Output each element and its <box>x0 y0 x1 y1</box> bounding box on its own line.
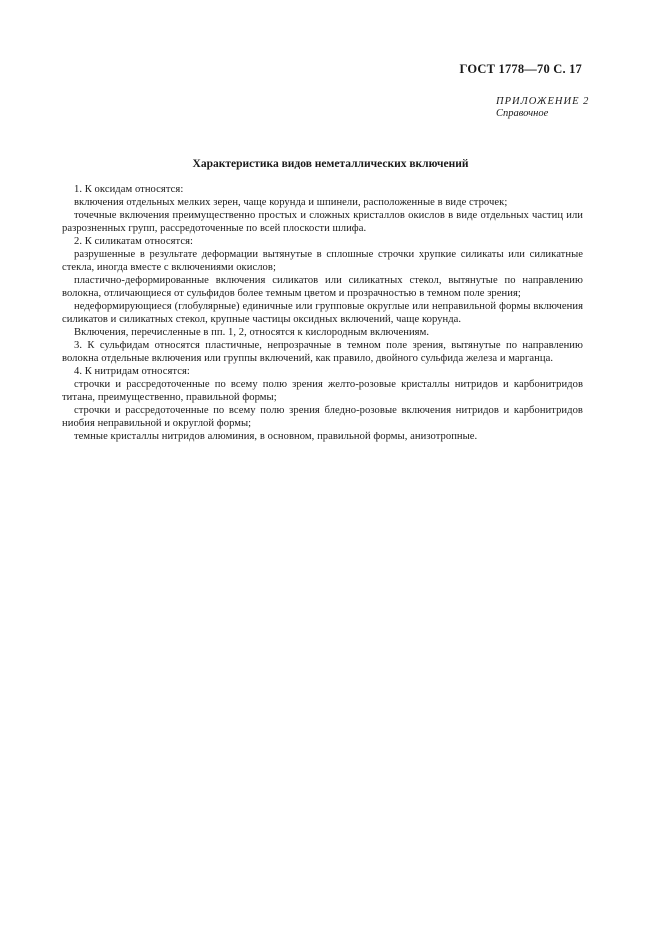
paragraph: строчки и рассредоточенные по всему полю зрения желто-розовые кристаллы нитридов и карбонитридов титана, преимущественно, правильной формы; <box>62 379 583 403</box>
paragraph: 4. К нитридам относятся: <box>74 366 190 377</box>
paragraph: точечные включения преимущественно простых и сложных кристаллов окислов в виде отдельных частиц или разрозненных групп, рассредоточенные по всей плоскости шлифа. <box>62 210 583 234</box>
paragraph: строчки и рассредоточенные по всему полю зрения бледно-розовые включения нитридов и карбонитридов ниобия неправильной и округлой формы; <box>62 405 583 429</box>
paragraph: 3. К сульфидам относятся пластичные, непрозрачные в темном поле зрения, вытянутые по направлению волокна отдельные включения или группы включений, как правило, двойного сульфида железа и марганца. <box>62 340 583 364</box>
paragraph: 2. К силикатам относятся: <box>74 236 193 247</box>
paragraph: недеформирующиеся (глобулярные) единичные или групповые округлые или неправильной формы включения силикатов и силикатных стекол, крупные частицы оксидных включений, чаще корунда. <box>62 301 583 325</box>
appendix-label: ПРИЛОЖЕНИЕ 2 <box>496 96 590 107</box>
page-header: ГОСТ 1778—70 С. 17 <box>459 62 582 76</box>
paragraph: пластично-деформированные включения силикатов или силикатных стекол, вытянутые по направлению волокна, отличающиеся от сульфидов более темным цветом и прозрачностью в темном поле зрения; <box>62 275 583 299</box>
paragraph: включения отдельных мелких зерен, чаще корунда и шпинели, расположенные в виде строчек; <box>74 197 508 208</box>
body-text <box>62 183 583 443</box>
paragraph: темные кристаллы нитридов алюминия, в основном, правильной формы, анизотропные. <box>74 431 478 442</box>
paragraph: Включения, перечисленные в пп. 1, 2, относятся к кислородным включениям. <box>74 327 430 338</box>
appendix-type: Справочное <box>496 108 549 119</box>
appendix-block <box>496 96 589 120</box>
document-title: Характеристика видов неметаллических включений <box>192 158 469 170</box>
paragraph: разрушенные в результате деформации вытянутые в сплошные строчки хрупкие силикаты или силикатные стекла, иногда вместе с включениями окислов; <box>62 249 583 273</box>
paragraph: 1. К оксидам относятся: <box>74 184 184 195</box>
